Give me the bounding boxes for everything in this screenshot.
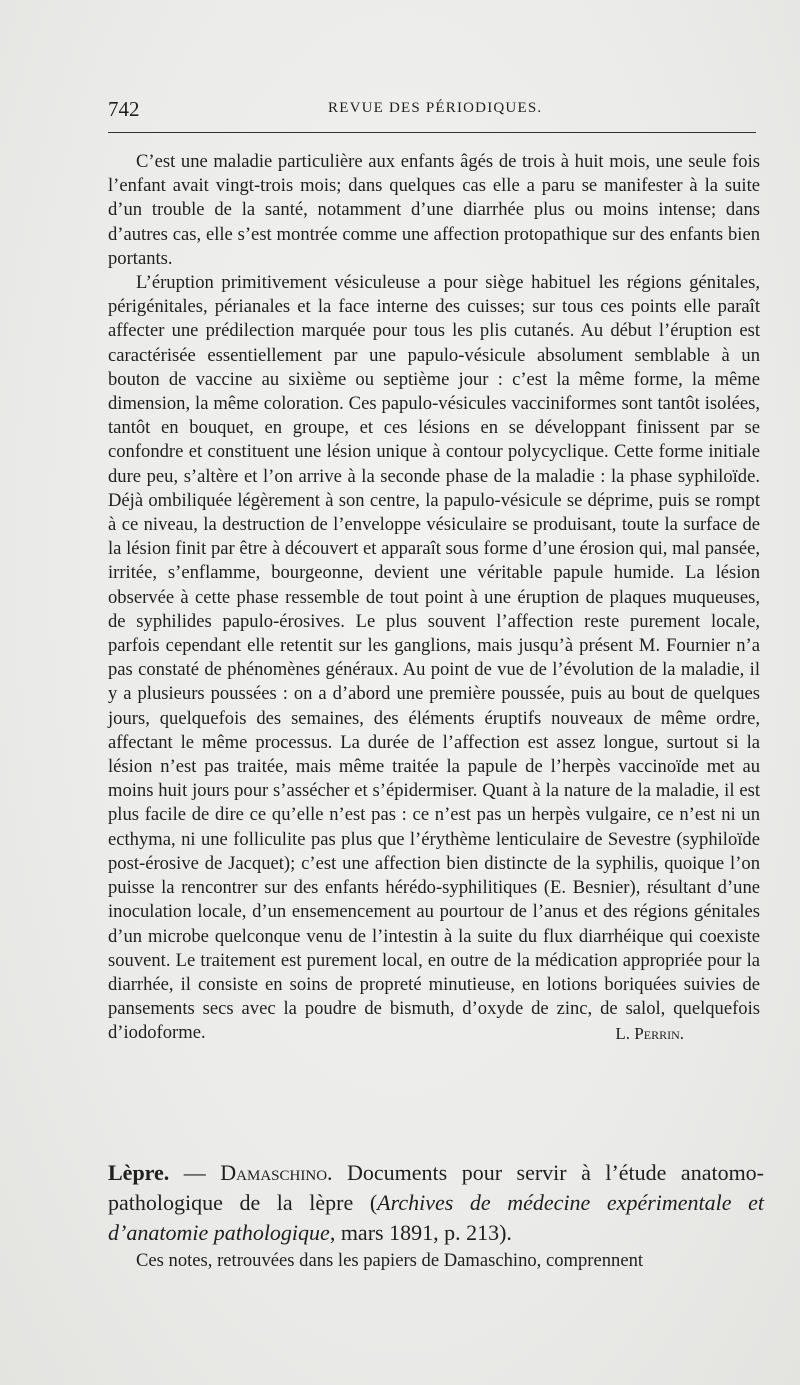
page-number: 742: [108, 97, 140, 121]
article-paragraph-2: L’éruption primitivement vésiculeuse a pour siège habituel les régions génitales, périgénitales, périanales et la face interne des cuisses; sur tous ces points elle paraît affecter une prédilection marquée pour tous les plis cutanés. Au début l’éruption est caractérisée essentiellement par une papulo-vésicule absolument semblable à un bouton de vaccine au sixième ou septième jour : c’est la même forme, la même dimension, la même coloration. Ces papulo-vésicules vacciniformes sont tantôt isolées, tantôt en bouquet, en groupe, et ces lésions en se développant finissent par se confondre et constituent une lésion unique à contour polycyclique. Cette forme initiale dure peu, s’altère et l’on arrive à la seconde phase de la maladie : la phase syphiloïde. Déjà ombiliquée légèrement à son centre, la papulo-vésicule se déprime, puis se rompt à ce niveau, la destruction de l’enveloppe vésiculaire se produisant, toute la surface de la lésion finit par être à découvert et apparaît sous forme d’une érosion qui, mal pansée, irritée, s’enflamme, bourgeonne, devient une véritable papule humide. La lésion observée à cette phase ressemble de tout point à une éruption de plaques muqueuses, de syphilides papulo-érosives. Le plus souvent l’affection reste purement locale, parfois cependant elle retentit sur les ganglions, mais jusqu’à présent M. Fournier n’a pas constaté de phénomènes généraux. Au point de vue de l’évolution de la maladie, il y a plusieurs poussées : on a d’abord une première poussée, puis au bout de quelques jours, quelquefois des semaines, des éléments éruptifs nouveaux de même ordre, affectant le même processus. La durée de l’affection est assez longue, surtout si la lésion n’est pas traitée, mais même traitée la papule de l’herpès vaccinoïde met au moins huit jours pour s’assécher et s’épidermiser. Quant à la nature de la maladie, il est plus facile de dire ce qu’elle n’est pas : ce n’est pas un herpès vulgaire, ce n’est ni un ecthyma, ni une folliculite pas plus que l’érythème lenticulaire de Sevestre (syphiloïde post-érosive de Jacquet); c’est une affection bien distincte de la syphilis, quoique l’on puisse la rencontrer sur des enfants hérédo-syphilitiques (E. Besnier), résultant d’une inoculation locale, d’un ensemencement au pourtour de l’anus et des régions génitales d’un microbe quelconque venu de l’intestin à la suite du flux diarrhéique qui coexiste souvent. Le traitement est purement local, en outre de la médication appropriée pour la diarrhée, il consiste en soins de propreté minutieuse, en lotions boriquées suivies de pansements secs avec la poudre de bismuth, d’oxyde de zinc, de salol, quelquefois d’iodoforme.: [108, 272, 760, 1044]
article-signature: L. Perrin.: [615, 1023, 684, 1043]
lepre-heading: [108, 1158, 764, 1248]
lepre-journal: Archives de médecine expérimentale et d’anatomie pathologique: [108, 1190, 764, 1245]
lepre-citation: , mars 1891, p. 213).: [329, 1220, 512, 1245]
lepre-author: Damaschino.: [220, 1160, 333, 1185]
lepre-title: Lèpre.: [108, 1160, 170, 1185]
lepre-heading-text: Documents pour servir à l’étude anatomo-pathologique de la lèpre (: [108, 1160, 765, 1215]
header-rule: [108, 132, 756, 133]
running-title: REVUE DES PÉRIODIQUES.: [328, 100, 543, 116]
lepre-dash: —: [169, 1160, 221, 1185]
article-body: [108, 150, 760, 1046]
article-paragraph-1: C’est une maladie particulière aux enfants âgés de trois à huit mois, une seule fois l’enfant avait vingt-trois mois; dans quelques cas elle a paru se manifester à la suite d’un trouble de la santé, notamment d’une diarrhée plus ou moins intense; dans d’autres cas, elle s’est montrée comme une affection protopathique sur des enfants bien portants.: [108, 151, 760, 269]
lepre-body: Ces notes, retrouvées dans les papiers de Damaschino, comprennent: [136, 1250, 644, 1271]
page-header: [108, 97, 756, 123]
